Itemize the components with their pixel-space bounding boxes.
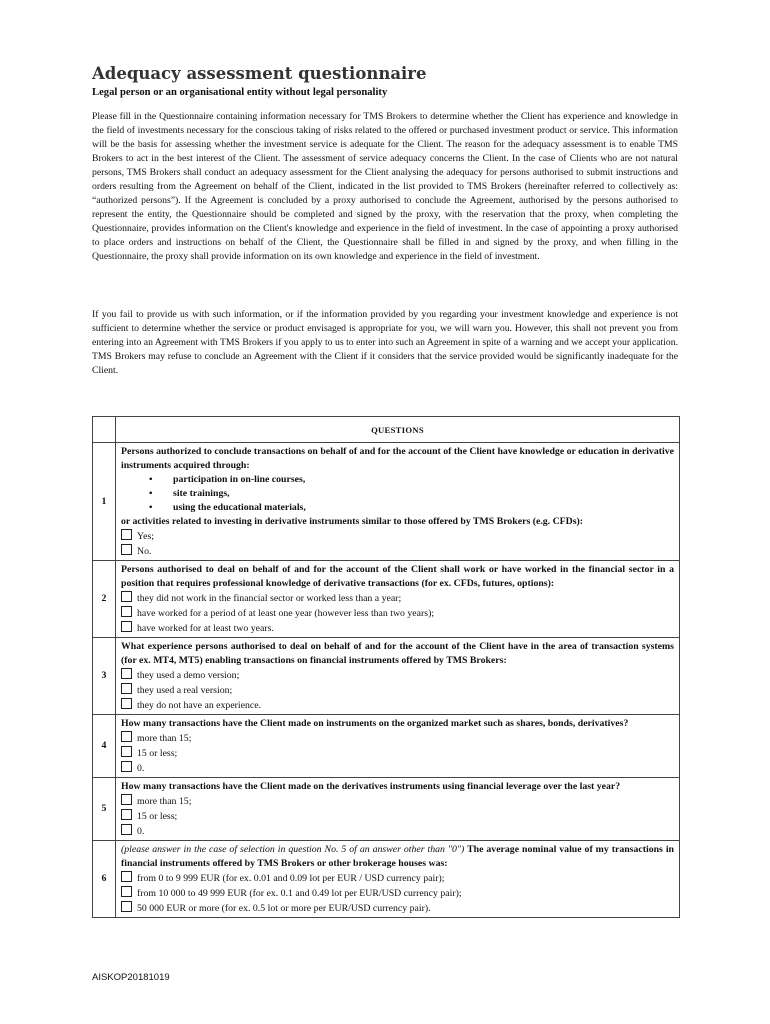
checkbox[interactable] [121, 683, 132, 694]
question-text: Persons authorized to conclude transactions on behalf of and for the account of the Client have knowledge or education in derivative instruments acquired through: [121, 446, 674, 471]
checkbox[interactable] [121, 794, 132, 805]
answer-option: have worked for a period of at least one year (however less than two years); [121, 606, 674, 621]
question-cell [116, 715, 680, 778]
question-cell [116, 638, 680, 715]
checkbox[interactable] [121, 621, 132, 632]
checkbox[interactable] [121, 901, 132, 912]
question-cell [116, 561, 680, 638]
answer-option: 15 or less; [121, 809, 674, 824]
question-text-main: The average nominal value of my transactions in financial instruments offered by TMS Brokers or other brokerage houses was: [121, 844, 675, 869]
question-text: Persons authorised to deal on behalf of and for the account of the Client shall work or have worked in the financial sector in a position that requires professional knowledge of derivative transactions (for ex. CFDs, futures, options): [121, 564, 674, 589]
question-text: How many transactions have the Client made on the derivatives instruments using financial leverage over the last year? [121, 781, 621, 792]
footer-code: AISKOP20181019 [92, 972, 170, 983]
question-text-continued: or activities related to investing in derivative instruments similar to those offered by TMS Brokers (e.g. CFDs): [121, 516, 584, 527]
question-number: 5 [93, 778, 116, 841]
question-cell [116, 778, 680, 841]
question-text: What experience persons authorised to deal on behalf of and for the account of the Client have in the area of transaction systems (for ex. MT4, MT5) enabling transactions on financial instruments offered by TMS Brokers: [121, 641, 674, 666]
question-number: 4 [93, 715, 116, 778]
answer-option: they did not work in the financial sector or worked less than a year; [121, 591, 674, 606]
answer-option: Yes; [121, 529, 674, 544]
checkbox[interactable] [121, 698, 132, 709]
answer-option: 0. [121, 824, 674, 839]
question-note: (please answer in the case of selection in question No. 5 of an answer other than "0") [121, 844, 465, 855]
table-header: QUESTIONS [116, 417, 680, 443]
document-title: Adequacy assessment questionnaire [92, 64, 427, 83]
answer-option: more than 15; [121, 731, 674, 746]
question-row [93, 443, 680, 561]
answer-option: 15 or less; [121, 746, 674, 761]
answer-option: they do not have an experience. [121, 698, 674, 713]
checkbox[interactable] [121, 761, 132, 772]
question-cell [116, 443, 680, 561]
answer-option: more than 15; [121, 794, 674, 809]
question-text [121, 843, 674, 871]
intro-paragraph-1: Please fill in the Questionnaire containing information necessary for TMS Brokers to determine whether the Client has experience and knowledge in the field of investments necessary for the conscious taking of risks related to the offered or purchased investment product or service. This information will be the basis for assessing whether the investment service is adequate for the Client. The reason for the adequacy assessment is to enable TMS Brokers to act in the best interest of the Client. The assessment of service adequacy concerns the Client. In the case of Clients who are not natural persons, TMS Brokers shall conduct an adequacy assessment for the Client analysing the adequacy for persons authorised to submit instructions and orders resulting from the Agreement on behalf of the Client, indicated in the list provided to TMS Brokers (hereinafter referred to collectively as: “authorized persons”). If the Agreement is concluded by a proxy authorised to conclude the Agreement, authorised by the persons authorised to represent the entity, the Questionnaire should be completed and signed by the proxy, with the reservation that the proxy, when completing the Questionnaire, provides information on the Client's knowledge and experience in the field of investment. In the case of appointing a proxy authorised to place orders and instructions on behalf of the Client, the Questionnaire shall be filled in and signed by the proxy, and when filling in the Questionnaire, the proxy shall provide information on its own knowledge and experience in the field of investment. [92, 111, 678, 262]
table-header-row [93, 417, 680, 443]
answer-option: from 0 to 9 999 EUR (for ex. 0.01 and 0.09 lot per EUR / USD currency pair); [121, 871, 674, 886]
question-number: 2 [93, 561, 116, 638]
answer-option: 0. [121, 761, 674, 776]
answer-option: they used a demo version; [121, 668, 674, 683]
answer-option: from 10 000 to 49 999 EUR (for ex. 0.1 and 0.49 lot per EUR/USD currency pair); [121, 886, 674, 901]
question-number: 6 [93, 841, 116, 918]
checkbox[interactable] [121, 591, 132, 602]
header-number-cell [93, 417, 116, 443]
checkbox[interactable] [121, 886, 132, 897]
checkbox[interactable] [121, 544, 132, 555]
checkbox[interactable] [121, 809, 132, 820]
question-cell [116, 841, 680, 918]
question-row [93, 715, 680, 778]
bullet-list [121, 473, 674, 515]
checkbox[interactable] [121, 746, 132, 757]
question-row [93, 638, 680, 715]
checkbox[interactable] [121, 606, 132, 617]
question-row [93, 778, 680, 841]
bullet-item: • participation in on-line courses, [173, 473, 674, 487]
answer-option: have worked for at least two years. [121, 621, 674, 636]
question-row [93, 841, 680, 918]
checkbox[interactable] [121, 824, 132, 835]
question-number: 3 [93, 638, 116, 715]
checkbox[interactable] [121, 871, 132, 882]
checkbox[interactable] [121, 529, 132, 540]
question-number: 1 [93, 443, 116, 561]
checkbox[interactable] [121, 731, 132, 742]
answer-option: No. [121, 544, 674, 559]
answer-option: 50 000 EUR or more (for ex. 0.5 lot or more per EUR/USD currency pair). [121, 901, 674, 916]
questions-table [92, 416, 680, 918]
document-subtitle: Legal person or an organisational entity without legal personality [92, 87, 388, 98]
question-text: How many transactions have the Client made on instruments on the organized market such as shares, bonds, derivatives? [121, 718, 629, 729]
intro-paragraph-2: If you fail to provide us with such information, or if the information provided by you regarding your investment knowledge and experience is not sufficient to determine whether the service or product envisaged is appropriate for you, we will warn you. However, this shall not prevent you from entering into an Agreement with TMS Brokers if you apply to us to enter into such an Agreement in spite of a warning and we accept your application. TMS Brokers may refuse to conclude an Agreement with the Client if it considers that the service provided would be significantly inadequate for the Client. [92, 309, 678, 376]
bullet-item: • site trainings, [173, 487, 674, 501]
question-row [93, 561, 680, 638]
checkbox[interactable] [121, 668, 132, 679]
answer-option: they used a real version; [121, 683, 674, 698]
bullet-item: • using the educational materials, [173, 501, 674, 515]
